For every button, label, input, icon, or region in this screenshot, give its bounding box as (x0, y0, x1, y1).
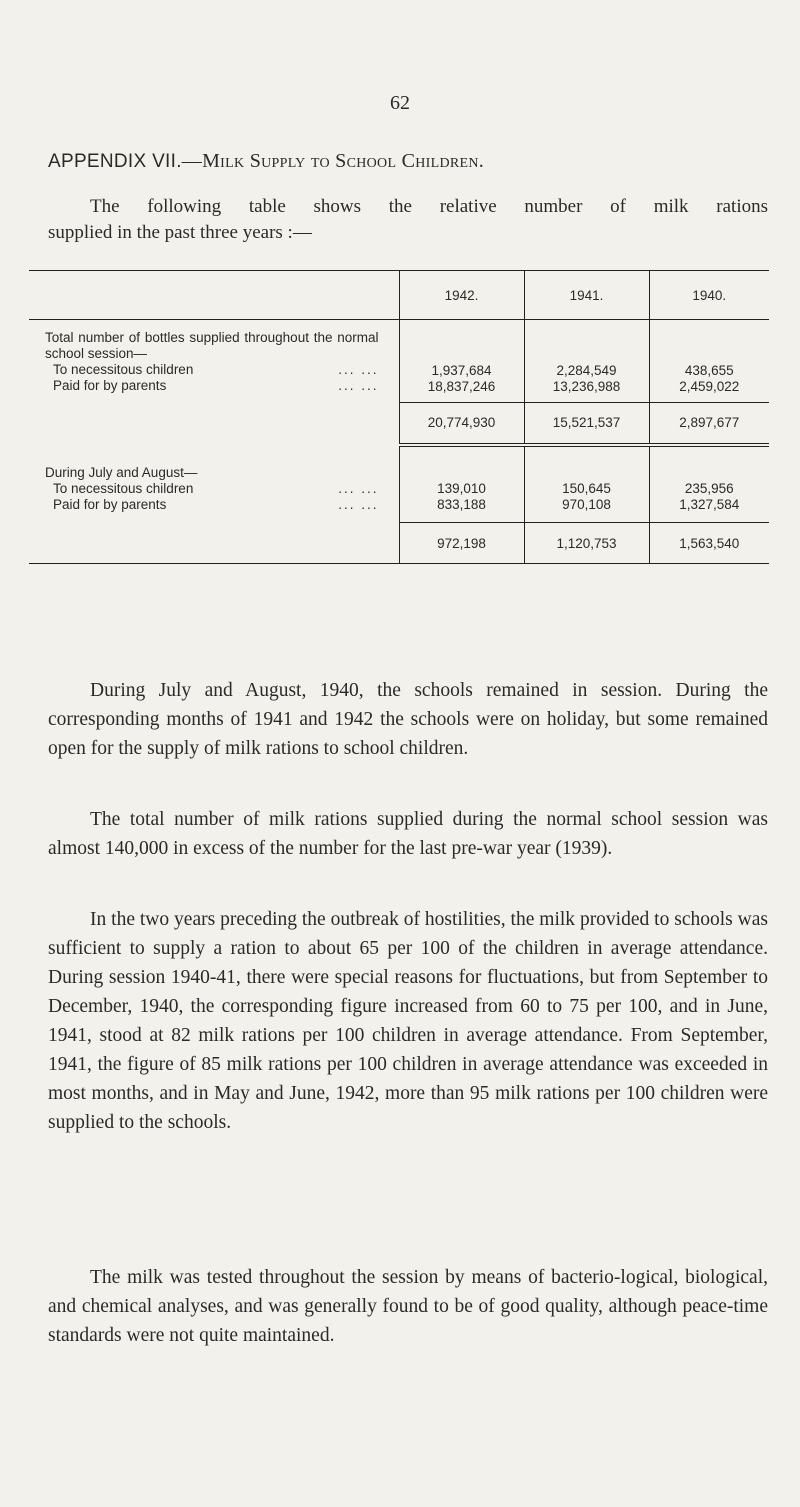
section-spacer (29, 320, 769, 331)
page-number: 62 (390, 92, 410, 114)
table-cell: 2,459,022 (649, 378, 769, 394)
body-paragraph (48, 676, 768, 763)
paragraph-text: During July and August, 1940, the schools remained in session. During the corresponding months of 1941 and 1942 the schools were on holiday, but some remained open for the supply of milk rations to school children. (48, 680, 768, 759)
paragraph-text: The milk was tested throughout the session by means of bacterio-logical, biological, and chemical analyses, and was generally found to be of good quality, although peace-time standards were not quite maintained. (48, 1267, 768, 1346)
total-row (29, 523, 769, 564)
table-row (29, 362, 769, 378)
total-cell: 15,521,537 (524, 402, 649, 445)
total-cell: 20,774,930 (399, 402, 524, 445)
section-label-row (29, 330, 769, 362)
leader-dots: ... ... (338, 496, 379, 512)
table-cell: 970,108 (524, 497, 649, 513)
total-cell: 1,563,540 (649, 523, 769, 564)
table-cell: 833,188 (399, 497, 524, 513)
body-paragraph (48, 805, 768, 863)
appendix-title: Milk Supply to School Children. (202, 150, 485, 172)
table-cell: 1,937,684 (399, 362, 524, 378)
intro-paragraph (48, 194, 768, 246)
header-blank-cell (29, 271, 399, 320)
table-cell: 18,837,246 (399, 378, 524, 394)
section-spacer (29, 394, 769, 402)
table-row (29, 481, 769, 497)
table-cell: 139,010 (399, 481, 524, 497)
row-label: Paid for by parents (53, 378, 167, 393)
milk-supply-table (29, 270, 769, 564)
body-paragraph (48, 1263, 768, 1350)
column-header: 1941. (524, 271, 649, 320)
row-label: To necessitous children (53, 362, 194, 377)
section-label-row (29, 465, 769, 481)
table-cell: 150,645 (524, 481, 649, 497)
table-cell: 235,956 (649, 481, 769, 497)
table-cell: 1,327,584 (649, 497, 769, 513)
table-header-row (29, 271, 769, 320)
section-label: During July and August— (45, 464, 198, 480)
column-header: 1942. (399, 271, 524, 320)
leader-dots: ... ... (338, 480, 379, 496)
total-row (29, 402, 769, 445)
paragraph-text: In the two years preceding the outbreak of hostilities, the milk provided to schools was sufficient to supply a ration to about 65 per 100 of the children in average attendance. During session 1940-41, there were special reasons for fluctuations, but from September to December, 1940, the corresponding figure increased from 60 to 75 per 100, and in June, 1941, stood at 82 milk rations per 100 children in average attendance. From September, 1941, the figure of 85 milk rations per 100 children in average attendance was exceeded in most months, and in May and June, 1942, more than 95 milk rations per 100 children were supplied to the schools. (48, 909, 768, 1133)
paragraph-text: The total number of milk rations supplied during the normal school session was almost 140,000 in excess of the number for the last pre-war year (1939). (48, 809, 768, 859)
section-spacer (29, 513, 769, 523)
table-cell: 438,655 (649, 362, 769, 378)
row-label: Paid for by parents (53, 496, 167, 512)
intro-line-1: The following table shows the relative number of milk rations (90, 196, 768, 217)
body-paragraph (48, 905, 768, 1137)
table-row (29, 378, 769, 394)
leader-dots: ... ... (338, 378, 379, 393)
row-label: To necessitous children (53, 480, 194, 496)
table-row (29, 497, 769, 513)
leader-dots: ... ... (338, 362, 379, 377)
section-label: Total number of bottles supplied throughout the normal school session— (45, 330, 379, 361)
total-cell: 1,120,753 (524, 523, 649, 564)
column-header: 1940. (649, 271, 769, 320)
total-cell: 972,198 (399, 523, 524, 564)
section-spacer (29, 445, 769, 465)
appendix-heading (48, 150, 484, 173)
total-cell: 2,897,677 (649, 402, 769, 445)
intro-line-2: supplied in the past three years :— (48, 222, 312, 243)
table-cell: 13,236,988 (524, 378, 649, 394)
appendix-label: APPENDIX VII. (48, 151, 182, 172)
table-cell: 2,284,549 (524, 362, 649, 378)
heading-dash: — (181, 150, 203, 172)
